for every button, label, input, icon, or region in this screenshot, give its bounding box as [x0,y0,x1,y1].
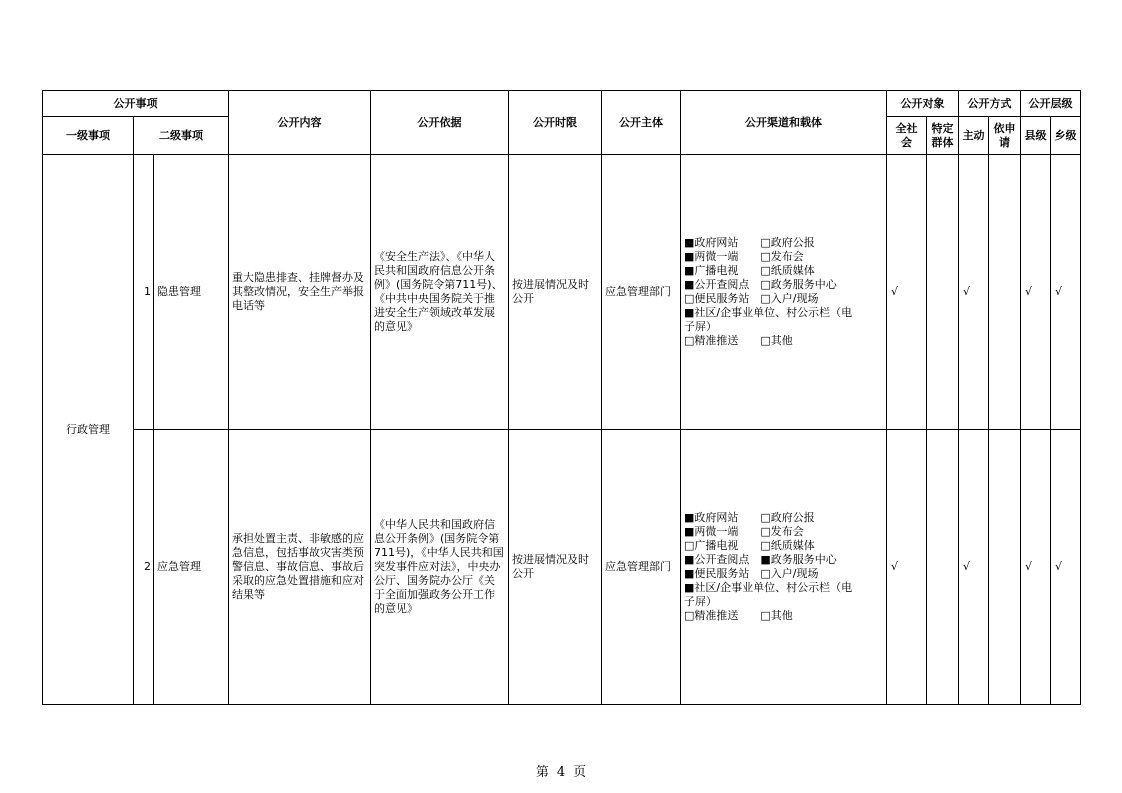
check-method-apply [989,430,1021,705]
check-level-town: √ [1051,430,1081,705]
check-target-specific [927,155,959,430]
header-disclosure-item: 公开事项 [43,91,229,117]
row-index: 1 [134,155,154,430]
header-level-group: 公开层级 [1021,91,1081,117]
header-level-town: 乡级 [1051,117,1081,155]
disclosure-table [42,90,1081,705]
header-level1: 一级事项 [43,117,134,155]
channel-line: ■便民服务站 □入户/现场 [684,567,819,580]
header-basis: 公开依据 [371,91,509,155]
header-content: 公开内容 [229,91,371,155]
check-level-town: √ [1051,155,1081,430]
row-time-limit: 按进展情况及时公开 [509,430,602,705]
row-channels [681,155,887,430]
header-method-active: 主动 [959,117,989,155]
row-name: 隐患管理 [154,155,229,430]
row-basis: 《中华人民共和国政府信息公开条例》(国务院令第711号)，《中华人民共和国突发事件应对法》，中央办公厅、国务院办公厅《关于全面加强政务公开工作的意见》 [371,430,509,705]
channel-line: ■政府网站 □政府公报 [684,511,815,524]
channel-line: ■广播电视 □纸质媒体 [684,264,815,277]
row-content: 重大隐患排查、挂牌督办及其整改情况，安全生产举报电话等 [229,155,371,430]
channel-line: 子屏） [684,595,717,608]
row-subject: 应急管理部门 [602,430,681,705]
check-target-all: √ [887,155,927,430]
channel-line: ■公开查阅点 ■政务服务中心 [684,553,837,566]
page-value: 4 [556,765,566,780]
row-index: 2 [134,430,154,705]
page-prefix: 第 [535,765,549,780]
check-method-apply [989,155,1021,430]
channel-line: □精准推送 □其他 [684,334,793,347]
row-time-limit: 按进展情况及时公开 [509,155,602,430]
header-method-group: 公开方式 [959,91,1021,117]
channel-line: ■政府网站 □政府公报 [684,236,815,249]
check-method-active: √ [959,155,989,430]
header-target-specific: 特定 群体 [927,117,959,155]
check-target-specific [927,430,959,705]
channel-line: ■公开查阅点 □政务服务中心 [684,278,837,291]
row-name: 应急管理 [154,430,229,705]
check-level-county: √ [1021,430,1051,705]
channel-line: 子屏） [684,320,717,333]
header-time-limit: 公开时限 [509,91,602,155]
table-row [43,430,1081,705]
header-level2: 二级事项 [134,117,229,155]
channel-line: □广播电视 □纸质媒体 [684,539,815,552]
table-row [43,155,1081,430]
channel-line: ■两微一端 □发布会 [684,525,804,538]
check-level-county: √ [1021,155,1051,430]
check-target-all: √ [887,430,927,705]
page-suffix: 页 [573,765,587,780]
channel-line: ■社区/企事业单位、村公示栏（电 [684,306,853,319]
level1-cell: 行政管理 [43,155,134,705]
header-subject: 公开主体 [602,91,681,155]
channel-line: ■两微一端 □发布会 [684,250,804,263]
row-subject: 应急管理部门 [602,155,681,430]
header-level-county: 县级 [1021,117,1051,155]
check-method-active: √ [959,430,989,705]
page-number [0,761,1122,780]
channel-line: □便民服务站 □入户/现场 [684,292,819,305]
header-target-all: 全社 会 [887,117,927,155]
header-target-group: 公开对象 [887,91,959,117]
header-channel: 公开渠道和载体 [681,91,887,155]
header-method-apply: 依申 请 [989,117,1021,155]
row-content: 承担处置主责、非敏感的应急信息，包括事故灾害类预警信息、事故信息、事故后采取的应急处置措施和应对结果等 [229,430,371,705]
header-row-1 [43,91,1081,117]
channel-line: □精准推送 □其他 [684,609,793,622]
row-channels [681,430,887,705]
row-basis: 《安全生产法》、《中华人民共和国政府信息公开条例》(国务院令第711号)、《中共中央国务院关于推进安全生产领域改革发展的意见》 [371,155,509,430]
channel-line: ■社区/企事业单位、村公示栏（电 [684,581,853,594]
